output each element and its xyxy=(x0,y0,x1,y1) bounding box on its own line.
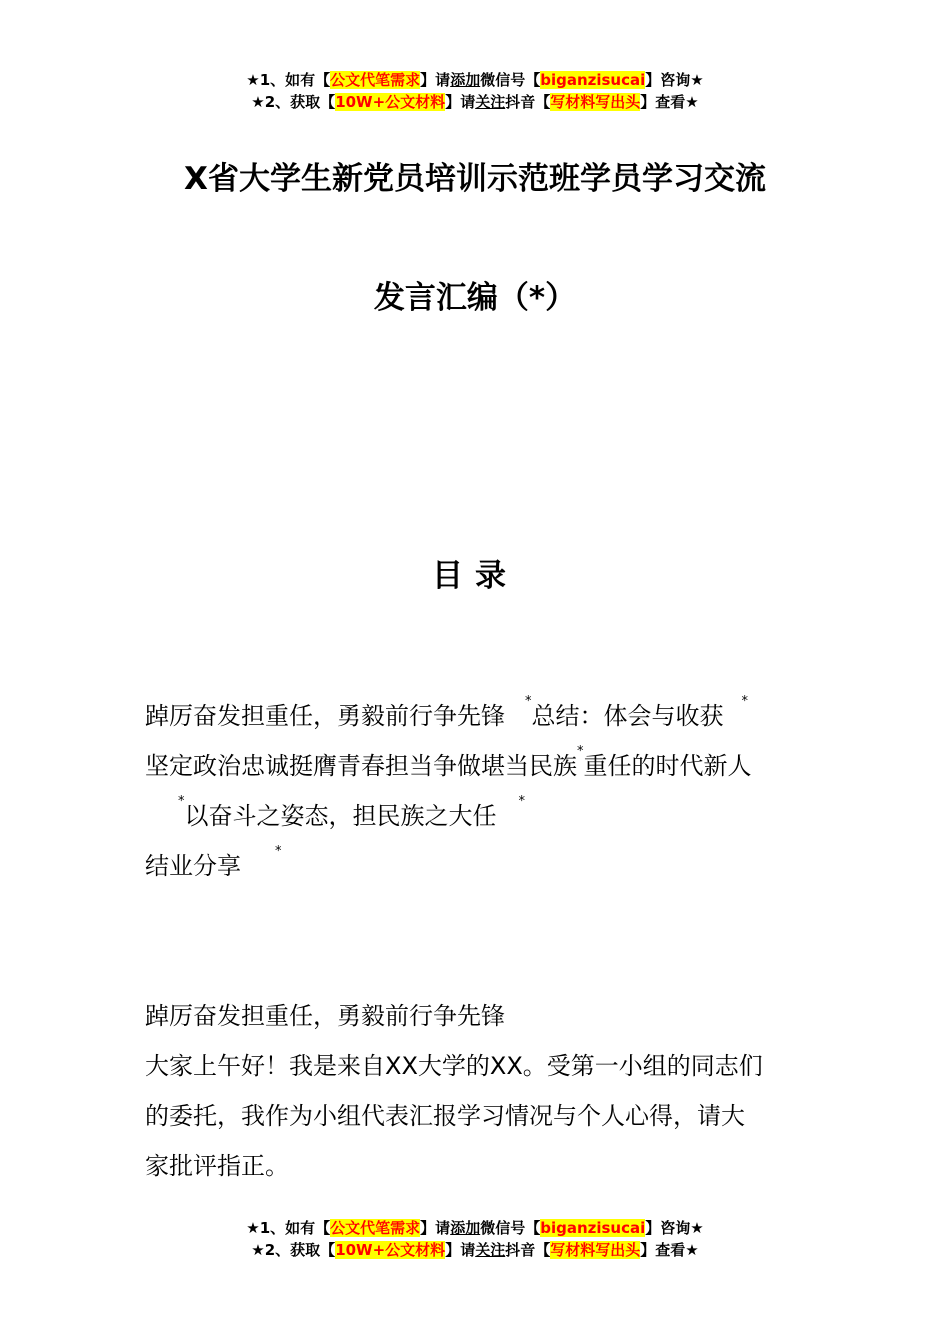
banner-text: 】请 xyxy=(445,93,476,111)
banner-text: 】咨询★ xyxy=(645,71,704,89)
top-banner xyxy=(0,69,950,113)
paragraph-line-2: 的委托，我作为小组代表汇报学习情况与个人心得，请大 xyxy=(145,1102,745,1130)
banner-line-1 xyxy=(0,69,950,91)
banner-line-2 xyxy=(0,91,950,113)
banner-line-2 xyxy=(0,1239,950,1261)
paragraph-line-1: 大家上午好！我是来自XX大学的XX。受第一小组的同志们 xyxy=(145,1052,763,1080)
banner-highlight: 10W+公文材料 xyxy=(335,1241,446,1259)
toc-marker: * xyxy=(178,794,185,809)
toc-heading: 目录 xyxy=(432,558,518,594)
toc-entry-title: 结业分享 xyxy=(145,852,241,880)
paragraph-line-3: 家批评指正。 xyxy=(145,1152,289,1180)
banner-highlight: 写材料写出头 xyxy=(550,93,641,111)
banner-text: 】请 xyxy=(445,1241,476,1259)
toc-entry-2[interactable] xyxy=(145,746,752,781)
banner-line-1 xyxy=(0,1217,950,1239)
toc-entry-1[interactable] xyxy=(145,696,748,731)
banner-highlight: 写材料写出头 xyxy=(550,1241,641,1259)
banner-text: 】查看★ xyxy=(640,1241,699,1259)
toc-entry-4[interactable] xyxy=(145,846,282,881)
toc-entry-title: 以奋斗之姿态，担民族之大任 xyxy=(184,802,497,830)
banner-highlight: biganzisucai xyxy=(540,71,646,89)
section-heading: 踔厉奋发担重任，勇毅前行争先锋 xyxy=(145,1002,505,1030)
banner-text: 】查看★ xyxy=(640,93,699,111)
banner-text: ★2、获取【 xyxy=(251,1241,336,1259)
banner-underline: 添加 xyxy=(450,1219,481,1237)
banner-text: 】请 xyxy=(420,1219,451,1237)
toc-marker: * xyxy=(577,744,584,759)
banner-underline: 添加 xyxy=(450,71,481,89)
banner-text: 抖音【 xyxy=(505,93,551,111)
toc-marker: * xyxy=(741,694,748,709)
banner-highlight: biganzisucai xyxy=(540,1219,646,1237)
toc-marker: * xyxy=(525,694,532,709)
document-title-line-2: 发言汇编（*） xyxy=(373,280,577,316)
banner-text: ★2、获取【 xyxy=(251,93,336,111)
toc-entry-title: 坚定政治忠诚挺膺青春担当争做堪当民族 xyxy=(145,752,577,780)
banner-highlight: 公文代笔需求 xyxy=(330,71,421,89)
toc-marker: * xyxy=(275,844,282,859)
document-title-line-1: X省大学生新党员培训示范班学员学习交流 xyxy=(184,161,766,197)
bottom-banner xyxy=(0,1217,950,1261)
banner-text: 】请 xyxy=(420,71,451,89)
banner-text: ★1、如有【 xyxy=(246,71,331,89)
banner-highlight: 公文代笔需求 xyxy=(330,1219,421,1237)
toc-marker: * xyxy=(518,794,525,809)
banner-underline: 关注 xyxy=(475,93,506,111)
toc-entry-title: 总结：体会与收获 xyxy=(531,702,724,730)
toc-entry-3[interactable] xyxy=(178,796,525,831)
banner-text: 抖音【 xyxy=(505,1241,551,1259)
banner-text: 微信号【 xyxy=(480,71,541,89)
banner-text: 】咨询★ xyxy=(645,1219,704,1237)
banner-text: ★1、如有【 xyxy=(246,1219,331,1237)
toc-entry-title: 重任的时代新人 xyxy=(583,752,752,780)
banner-text: 微信号【 xyxy=(480,1219,541,1237)
banner-highlight: 10W+公文材料 xyxy=(335,93,446,111)
banner-underline: 关注 xyxy=(475,1241,506,1259)
toc-entry-title: 踔厉奋发担重任，勇毅前行争先锋 xyxy=(145,702,505,730)
